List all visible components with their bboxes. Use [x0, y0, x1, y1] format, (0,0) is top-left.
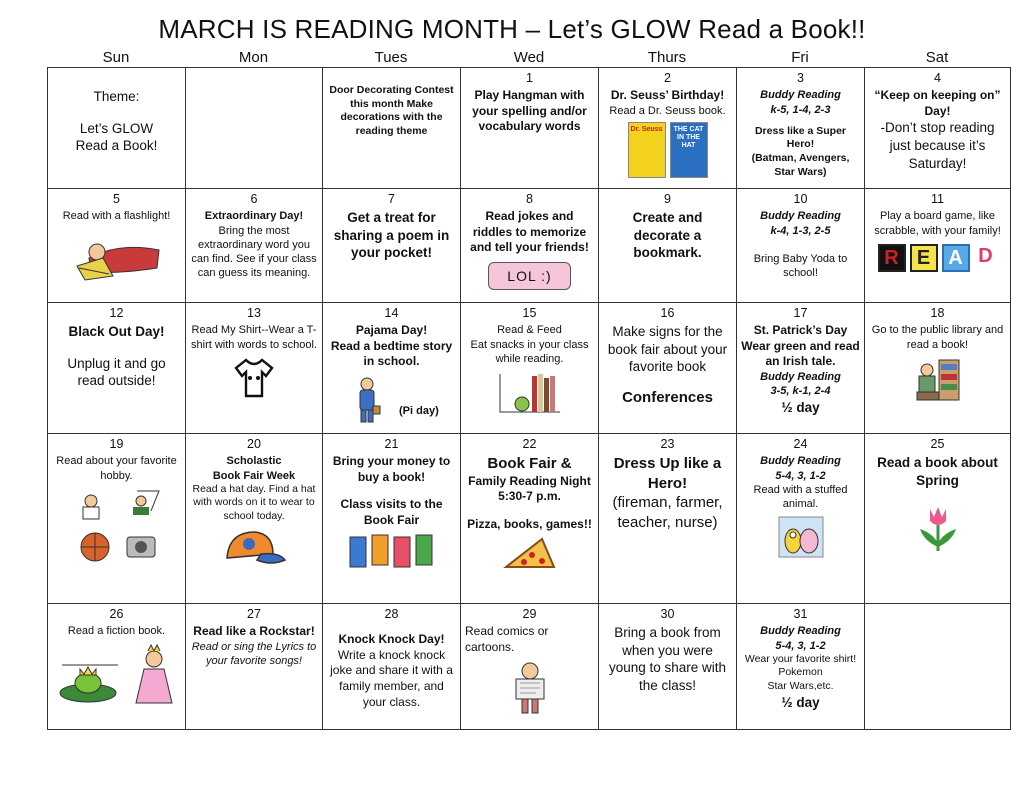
day-number: 10 — [793, 192, 808, 206]
weekday-thu: Thurs — [647, 49, 687, 66]
tulip-icon — [916, 505, 960, 553]
day-text: -Don’t stop reading just because it’s Saturday! — [880, 120, 995, 171]
day-cell-5 — [48, 189, 186, 303]
day-number: 30 — [660, 607, 675, 621]
day-number: 2 — [664, 71, 671, 85]
day-cell-12 — [48, 303, 186, 434]
day-number: 19 — [109, 437, 124, 451]
day-number: 11 — [931, 192, 944, 206]
day-number: 8 — [526, 192, 533, 206]
day-number: 18 — [930, 306, 945, 320]
theme-label: Theme: — [93, 89, 140, 104]
day-cell-13 — [186, 303, 323, 434]
buddy-reading-label: Buddy Reading — [760, 210, 841, 223]
day-text: Read a book about Spring — [877, 455, 998, 488]
day-text-2: Pokemon — [778, 666, 823, 679]
day-text: Read a Dr. Seuss book. — [609, 104, 726, 117]
day-cell-empty — [186, 68, 323, 189]
day-title: Book Fair & — [487, 455, 572, 473]
week-row-3 — [48, 303, 1011, 434]
day-cell-29 — [461, 604, 599, 730]
day-text: Read or sing the Lyrics to your favorite songs! — [191, 640, 317, 668]
day-number: 29 — [522, 607, 537, 621]
buddy-reading-label: Buddy Reading — [760, 371, 841, 384]
day-cell-door-contest — [323, 68, 461, 189]
library-reader-icon — [913, 356, 963, 406]
day-cell-26 — [48, 604, 186, 730]
day-cell-empty-end — [865, 604, 1011, 730]
weekday-sat: Sat — [925, 49, 949, 66]
day-number: 21 — [384, 437, 399, 451]
day-number: 27 — [247, 607, 261, 621]
day-number: 14 — [384, 306, 399, 320]
day-number: 24 — [793, 437, 808, 451]
day-cell-9 — [599, 189, 737, 303]
week-row-5 — [48, 604, 1011, 730]
day-text: Read about your favorite hobby. — [56, 455, 177, 482]
day-cell-2 — [599, 68, 737, 189]
day-cell-23 — [599, 434, 737, 604]
day-text: Bring your money to buy a book! — [332, 454, 451, 484]
day-title: Black Out Day! — [68, 324, 165, 340]
day-cell-21 — [323, 434, 461, 604]
day-number: 12 — [109, 306, 124, 320]
week-row-2 — [48, 189, 1011, 303]
day-text: Pizza, books, games!! — [467, 516, 592, 531]
day-text: Wear green and read an Irish tale. — [741, 338, 860, 369]
day-title: Dress Up like a Hero! — [613, 455, 722, 492]
day-cell-3 — [737, 68, 865, 189]
day-text: Bring Baby Yoda to school! — [753, 252, 848, 280]
day-text: Play Hangman with your spelling and/or vocabulary words — [472, 88, 587, 134]
weekday-mon: Mon — [238, 49, 269, 66]
day-number: 13 — [247, 306, 261, 320]
pizza-slice-icon — [502, 537, 558, 571]
day-number: 16 — [660, 306, 675, 320]
day-number: 6 — [250, 192, 258, 206]
day-title: St. Patrick’s Day — [753, 323, 848, 338]
day-number: 25 — [930, 437, 945, 451]
day-subtitle: Family Reading Night — [468, 473, 591, 488]
pi-day-label: (Pi day) — [399, 405, 439, 418]
day-number: 15 — [522, 306, 537, 320]
day-cell-6 — [186, 189, 323, 303]
hobby-icons — [67, 487, 167, 567]
day-text-3: Star Wars,etc. — [767, 680, 834, 693]
day-text: Wear your favorite shirt! — [744, 652, 857, 665]
day-number: 9 — [664, 192, 671, 206]
day-text: Read with a stuffed animal. — [753, 483, 848, 511]
day-cell-28 — [323, 604, 461, 730]
day-number: 31 — [793, 607, 808, 621]
week-row-1 — [48, 68, 1011, 189]
day-cell-11 — [865, 189, 1011, 303]
theme-line-1: Let’s GLOW — [79, 120, 154, 136]
buddy-reading-label: Buddy Reading — [760, 625, 841, 638]
day-text: Write a knock knock joke and share it with a family member, and your class. — [330, 647, 453, 709]
day-cell-theme — [48, 68, 186, 189]
page-title: MARCH IS READING MONTH – Let’s GLOW Read a Book!! — [158, 14, 866, 44]
day-title: Dr. Seuss’ Birthday! — [610, 88, 725, 103]
weekday-fri: Fri — [791, 49, 809, 66]
day-title: Scholastic — [226, 455, 282, 468]
stuffed-animal-icon — [777, 515, 825, 559]
buddy-reading-label: Buddy Reading — [760, 89, 841, 102]
day-text: Read a fiction book. — [67, 625, 166, 638]
day-text: Dress like a Super Hero! — [754, 124, 847, 151]
day-number: 22 — [522, 437, 537, 451]
calendar-grid — [47, 67, 1011, 730]
day-text: Eat snacks in your class while reading. — [470, 338, 589, 365]
half-day-label: ½ day — [781, 694, 820, 710]
day-title: Extraordinary Day! — [204, 210, 304, 223]
buddy-reading-groups: k-4, 1-3, 2-5 — [770, 224, 831, 237]
letter-tile-a: A — [942, 244, 970, 272]
buddy-reading-groups: k-5, 1-4, 2-3 — [770, 103, 831, 116]
day-text: Read jokes and riddles to memorize and tell your friends! — [470, 209, 589, 255]
day-cell-20 — [186, 434, 323, 604]
day-text: Get a treat for sharing a poem in your pocket! — [333, 210, 450, 261]
day-text: Read My Shirt--Wear a T-shirt with words to school. — [191, 324, 317, 351]
weekday-wed: Wed — [513, 49, 545, 66]
day-number: 4 — [934, 71, 941, 85]
day-number: 3 — [797, 71, 804, 85]
day-cell-15 — [461, 303, 599, 434]
day-number: 23 — [660, 437, 675, 451]
day-cell-7 — [323, 189, 461, 303]
day-text: Bring the most extraordinary word you can find. See if your class can guess its meaning. — [191, 224, 317, 280]
day-title: Read & Feed — [497, 324, 562, 337]
theme-line-2: Read a Book! — [75, 138, 158, 154]
day-text: Bring a book from when you were young to share with the class! — [608, 625, 727, 693]
week-row-4 — [48, 434, 1011, 604]
day-number: 26 — [109, 607, 124, 621]
weekday-sun: Sun — [102, 49, 130, 66]
t-shirt-icon — [232, 356, 276, 400]
day-cell-8 — [461, 189, 599, 303]
day-number: 5 — [113, 192, 120, 206]
day-cell-24 — [737, 434, 865, 604]
day-cell-27 — [186, 604, 323, 730]
sleeping-bag-reader-icon — [69, 228, 165, 282]
day-cell-16 — [599, 303, 737, 434]
frog-prince-and-princess-icon — [58, 643, 176, 705]
day-text: Make signs for the book fair about your favorite book — [607, 324, 728, 375]
day-text: (fireman, farmer, teacher, nurse) — [612, 494, 723, 531]
event-time: 5:30-7 p.m. — [498, 489, 561, 504]
class-visits-text: Class visits to the Book Fair — [340, 497, 443, 528]
day-title: Pajama Day! — [355, 323, 428, 338]
day-text: Create and decorate a bookmark. — [632, 210, 703, 261]
day-cell-14 — [323, 303, 461, 434]
day-cell-18 — [865, 303, 1011, 434]
day-cell-17 — [737, 303, 865, 434]
day-text: Play a board game, like scrabble, with your family! — [874, 210, 1001, 237]
colorful-books-icon — [346, 533, 438, 569]
day-text: Read a hat day. Find a hat with words on it to wear to school today. — [192, 482, 316, 523]
lol-speech-bubble: LOL :) — [488, 262, 570, 290]
day-text: Read comics or cartoons. — [465, 624, 549, 654]
day-cell-4 — [865, 68, 1011, 189]
day-cell-30 — [599, 604, 737, 730]
buddy-reading-groups: 5-4, 3, 1-2 — [775, 469, 826, 482]
day-number: 20 — [247, 437, 261, 451]
day-number: 17 — [793, 306, 808, 320]
letter-tile-e: E — [910, 244, 938, 272]
day-number: 7 — [388, 192, 395, 206]
pajama-kid-icon — [353, 376, 383, 424]
day-subtitle: Book Fair Week — [212, 469, 296, 482]
dr-seuss-book-icon: Dr. Seuss — [628, 122, 666, 178]
cat-in-the-hat-book-icon: THE CAT IN THE HAT — [670, 122, 708, 178]
apple-and-books-icon — [498, 370, 562, 414]
day-number: 1 — [526, 71, 533, 85]
baseball-cap-icon — [221, 528, 287, 568]
day-cell-25 — [865, 434, 1011, 604]
day-cell-31 — [737, 604, 865, 730]
day-text-2: (Batman, Avengers, Star Wars) — [751, 152, 850, 178]
buddy-reading-label: Buddy Reading — [760, 455, 841, 468]
day-title: Read like a Rockstar! — [193, 624, 315, 639]
day-cell-19 — [48, 434, 186, 604]
letter-tile-d: D — [974, 244, 998, 268]
comic-reader-icon — [508, 659, 552, 715]
weekday-tue: Tues — [374, 49, 408, 66]
day-text: Read with a flashlight! — [62, 210, 171, 223]
buddy-reading-groups: 5-4, 3, 1-2 — [775, 639, 826, 652]
day-text: Unplug it and go read outside! — [67, 355, 166, 389]
day-title: Knock Knock Day! — [338, 632, 445, 647]
buddy-reading-groups: 3-5, k-1, 2-4 — [770, 385, 831, 398]
day-cell-1 — [461, 68, 599, 189]
conferences-label: Conferences — [622, 388, 713, 406]
read-letters — [869, 244, 1006, 272]
day-title: “Keep on keeping on” Day! — [874, 88, 1001, 118]
day-cell-22 — [461, 434, 599, 604]
day-text: Go to the public library and read a book! — [871, 324, 1004, 351]
door-contest-text: Door Decorating Contest this month Make decorations with the reading theme — [329, 84, 454, 137]
day-cell-10 — [737, 189, 865, 303]
letter-tile-r: R — [878, 244, 906, 272]
half-day-label: ½ day — [781, 399, 820, 415]
day-number: 28 — [384, 607, 399, 621]
day-text: Read a bedtime story in school. — [330, 338, 453, 369]
